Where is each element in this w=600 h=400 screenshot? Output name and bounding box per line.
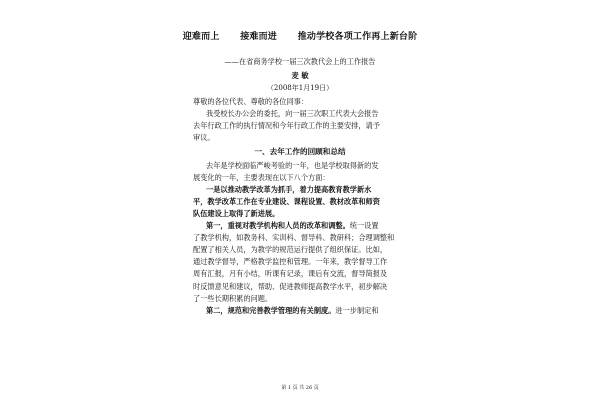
title-part-1: 迎难而上 bbox=[182, 32, 220, 42]
title-part-3: 推动学校各项工作再上新台阶 bbox=[297, 32, 418, 42]
document-subtitle: ——在省商务学校一届三次教代会上的工作报告 bbox=[224, 57, 376, 66]
body-line bbox=[206, 222, 379, 229]
body-line: 审议。 bbox=[193, 133, 215, 143]
body-line-rest: 进一步制定和 bbox=[335, 305, 379, 315]
body-line: 去年行政工作的执行情况和今年行政工作的主要安排，请予 bbox=[193, 121, 380, 131]
document-author: 麦 敏 bbox=[291, 71, 309, 80]
body-line: 尊敬的各位代表、尊敬的各位同事： bbox=[193, 97, 309, 106]
page-footer: 第 1 页 共 26 页 bbox=[281, 385, 319, 391]
section-heading: 一、去年工作的回顾和总结 bbox=[254, 147, 346, 157]
body-line: 展变化的一年，主要表现在以下八个方面： bbox=[193, 172, 330, 182]
body-line: 一是以推动教学改革为抓手，着力提高教育教学新水 bbox=[206, 184, 372, 194]
body-line: 平，教学改革工作在专业建设、课程设置、教材改革和师资 bbox=[193, 196, 380, 206]
body-line-rest: 统一设置 bbox=[349, 221, 379, 230]
body-line: 我受校长办公会的委托，向一届三次职工代表大会报告 bbox=[206, 109, 379, 119]
body-line: 队伍建设上取得了新进展。 bbox=[193, 208, 280, 218]
body-line: 时反馈意见和建议，帮助、促进教师提高教学水平，初步解决 bbox=[193, 281, 388, 291]
body-line: 通过教学督导，严格教学监控和管理。一年来，教学督导工作 bbox=[193, 257, 388, 267]
body-line bbox=[206, 307, 379, 314]
body-line: 了一些长期积累的问题。 bbox=[193, 293, 273, 303]
document-title bbox=[0, 33, 600, 42]
body-line-bold-lead: 第一，重视对教学机构和人员的改革和调整。 bbox=[206, 221, 350, 230]
body-line: 去年是学校面临严峻考验的一年，也是学校取得新的发 bbox=[206, 160, 379, 170]
title-part-2: 接难而进 bbox=[240, 32, 277, 42]
body-line: 周有汇报，月有小结，听课有记录，课后有交流，督导简报及 bbox=[193, 269, 388, 279]
body-line: 配置了相关人员，为教学的规范运行提供了组织保证。比如， bbox=[193, 245, 388, 255]
body-line: 了教学机构，如教务科、实训科、督导科、教研科；合理调整和 bbox=[193, 233, 395, 243]
document-date: （2008年1月19日） bbox=[266, 84, 334, 92]
body-line-bold-lead: 第二，规范和完善教学管理的有关制度。 bbox=[206, 305, 336, 315]
